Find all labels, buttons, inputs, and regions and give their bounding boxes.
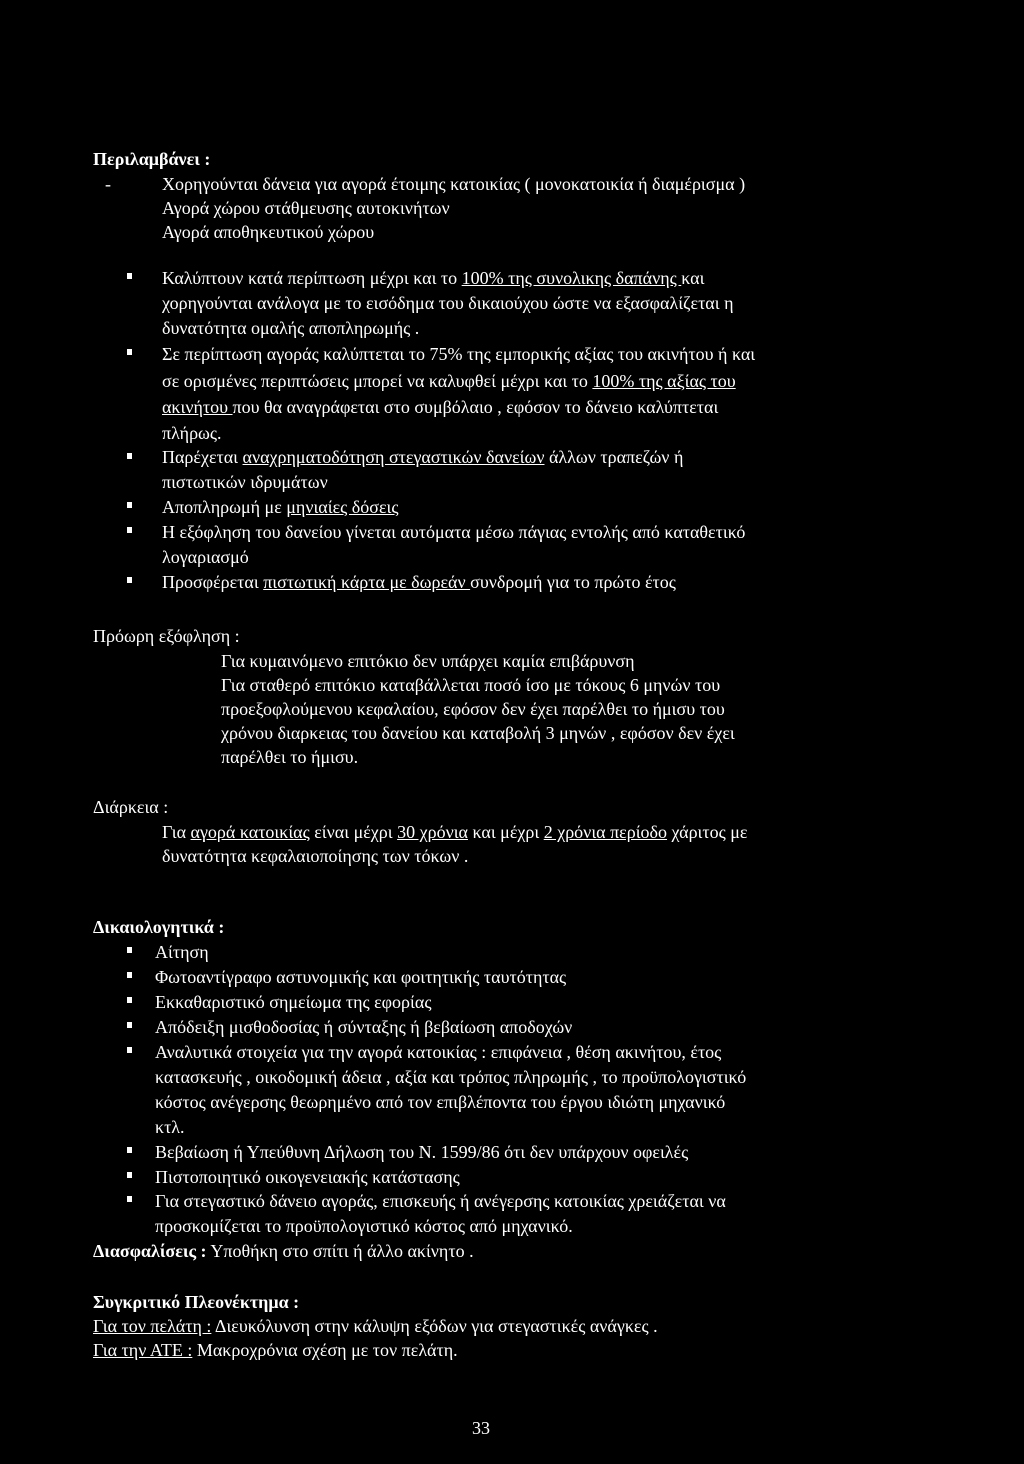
bullet-icon xyxy=(127,1147,132,1153)
settlement-line: λογαριασμό xyxy=(162,547,249,567)
bullet-icon xyxy=(127,1047,132,1053)
repayment-line: Αποπληρωμή με μηνιαίες δόσεις xyxy=(162,497,399,517)
document-item: Πιστοποιητικό οικογενειακής κατάστασης xyxy=(155,1167,460,1187)
document-item: Εκκαθαριστικό σημείωμα της εφορίας xyxy=(155,992,432,1012)
refinancing-line: Παρέχεται αναχρηματοδότηση στεγαστικών δανείων άλλων τραπεζών ή xyxy=(162,447,684,467)
intro-line: Αγορά χώρου στάθμευσης αυτοκινήτων xyxy=(162,198,450,218)
document-item: προσκομίζεται το προϋπολογιστικό κόστος από μηχανικό. xyxy=(155,1216,573,1236)
duration-line: Για αγορά κατοικίας είναι μέχρι 30 χρόνια και μέχρι 2 χρόνια περίοδο χάριτος με xyxy=(162,822,748,842)
prepayment-line: Για κυμαινόμενο επιτόκιο δεν υπάρχει καμία επιβάρυνση xyxy=(221,651,635,671)
prepayment-line: προεξοφλούμενου κεφαλαίου, εφόσον δεν έχει παρέλθει το ήμισυ του xyxy=(221,699,725,719)
advantage-client-line: Για τον πελάτη : Διευκόλυνση στην κάλυψη εξόδων για στεγαστικές ανάγκες . xyxy=(93,1316,658,1336)
prepayment-line: χρόνου διαρκειας του δανείου και καταβολή 3 μηνών , εφόσον δεν έχει xyxy=(221,723,735,743)
bullet-icon xyxy=(127,502,132,508)
advantage-heading: Συγκριτικό Πλεονέκτημα : xyxy=(93,1292,300,1312)
document-item: Για στεγαστικό δάνειο αγοράς, επισκευής ή ανέγερσης κατοικίας χρειάζεται να xyxy=(155,1191,726,1211)
purchase-line: ακινήτου που θα αναγράφεται στο συμβόλαιο , εφόσον το δάνειο καλύπτεται xyxy=(162,397,719,417)
refinancing-line: πιστωτικών ιδρυμάτων xyxy=(162,472,328,492)
bullet-icon xyxy=(127,453,132,459)
bullet-icon xyxy=(127,972,132,978)
settlement-line: Η εξόφληση του δανείου γίνεται αυτόματα μέσω πάγιας εντολής από καταθετικό xyxy=(162,522,746,542)
prepayment-line: παρέλθει το ήμισυ. xyxy=(221,747,359,767)
credit-card-line: Προσφέρεται πιστωτική κάρτα με δωρεάν συνδρομή για το πρώτο έτος xyxy=(162,572,676,592)
document-item: Βεβαίωση ή Υπεύθυνη Δήλωση του Ν. 1599/86 ότι δεν υπάρχουν οφειλές xyxy=(155,1142,689,1162)
page-number: 33 xyxy=(472,1418,490,1438)
prepayment-line: Για σταθερό επιτόκιο καταβάλλεται ποσό ίσο με τόκους 6 μηνών του xyxy=(221,675,721,695)
dash-marker: - xyxy=(105,174,111,194)
bullet-icon xyxy=(127,1022,132,1028)
purchase-line: Σε περίπτωση αγοράς καλύπτεται το 75% της εμπορικής αξίας του ακινήτου ή και xyxy=(162,344,756,364)
document-item: κόστος ανέγερσης θεωρημένο από τον επιβλέποντα του έργου ιδιώτη μηχανικό xyxy=(155,1092,726,1112)
coverage-line: Καλύπτουν κατά περίπτωση μέχρι και το 100% της συνολικης δαπάνης και xyxy=(162,268,705,288)
bullet-icon xyxy=(127,577,132,583)
bullet-icon xyxy=(127,1172,132,1178)
document-item: κτλ. xyxy=(155,1117,185,1137)
bullet-icon xyxy=(127,273,132,279)
includes-heading: Περιλαμβάνει : xyxy=(93,149,211,169)
bullet-icon xyxy=(127,349,132,355)
document-item: Απόδειξη μισθοδοσίας ή σύνταξης ή βεβαίωση αποδοχών xyxy=(155,1017,573,1037)
prepayment-heading: Πρόωρη εξόφληση : xyxy=(93,626,240,646)
bullet-icon xyxy=(127,527,132,533)
purchase-line: πλήρως. xyxy=(162,423,222,443)
collateral-line: Διασφαλίσεις : Υποθήκη στο σπίτι ή άλλο ακίνητο . xyxy=(93,1241,474,1261)
duration-line: δυνατότητα κεφαλαιοποίησης των τόκων . xyxy=(162,846,469,866)
documents-heading: Δικαιολογητικά : xyxy=(93,917,225,937)
intro-line: Αγορά αποθηκευτικού χώρου xyxy=(162,222,375,242)
coverage-line: δυνατότητα ομαλής αποπληρωμής . xyxy=(162,318,420,338)
document-item: Αίτηση xyxy=(155,942,209,962)
document-item: κατασκευής , οικοδομική άδεια , αξία και τρόπος πληρωμής , το προϋπολογιστικό xyxy=(155,1067,747,1087)
duration-heading: Διάρκεια : xyxy=(93,797,169,817)
coverage-line: χορηγούνται ανάλογα με το εισόδημα του δικαιούχου ώστε να εξασφαλίζεται η xyxy=(162,293,734,313)
bullet-icon xyxy=(127,997,132,1003)
intro-line: Χορηγούνται δάνεια για αγορά έτοιμης κατοικίας ( μονοκατοικία ή διαμέρισμα ) xyxy=(162,174,746,194)
bullet-icon xyxy=(127,947,132,953)
bullet-icon xyxy=(127,1196,132,1202)
purchase-line: σε ορισμένες περιπτώσεις μπορεί να καλυφθεί μέχρι και το 100% της αξίας του xyxy=(162,371,736,391)
document-item: Φωτοαντίγραφο αστυνομικής και φοιτητικής ταυτότητας xyxy=(155,967,567,987)
document-item: Αναλυτικά στοιχεία για την αγορά κατοικίας : επιφάνεια , θέση ακινήτου, έτος xyxy=(155,1042,722,1062)
advantage-ate-line: Για την ΑΤΕ : Μακροχρόνια σχέση με τον πελάτη. xyxy=(93,1340,458,1360)
